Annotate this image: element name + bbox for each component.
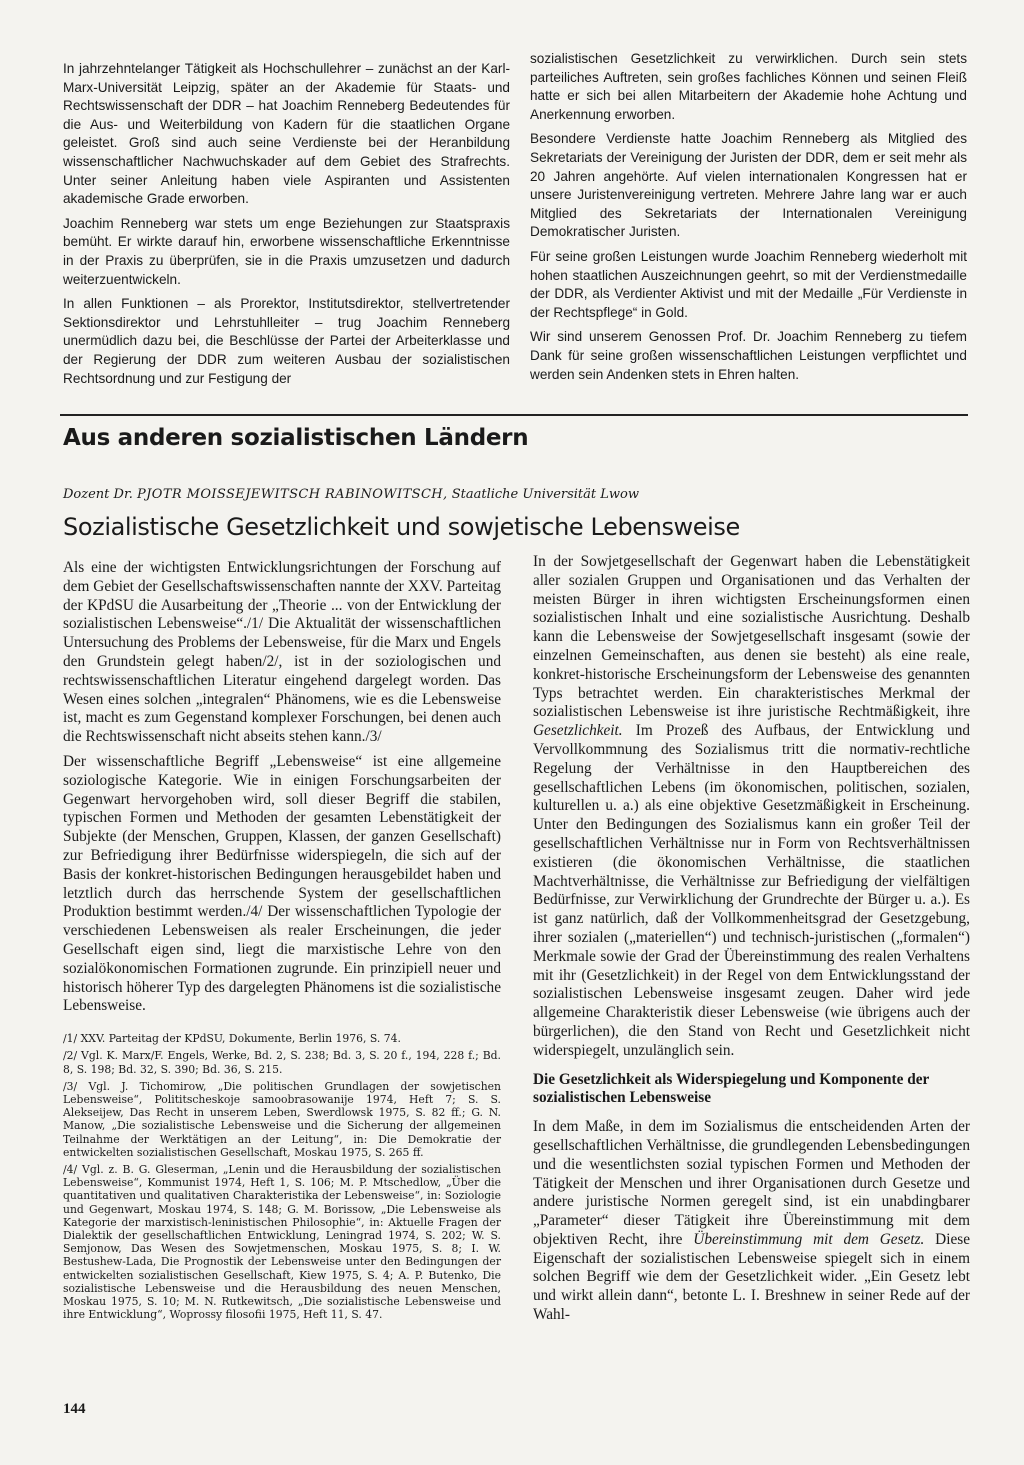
section-heading: Aus anderen sozialistischen Ländern [63, 425, 529, 451]
footnote: /1/ XXV. Parteitag der KPdSU, Dokumente, Berlin 1976, S. 74. [63, 1032, 401, 1046]
paragraph: Der wissenschaftliche Begriff „Lebensweise“ ist eine allgemeine soziologische Kategorie. Wie in einigen Forschungsarbeiten der Gegenwart hervorgehoben wird, soll dieser Begriff die stabilen, typischen Formen und Methoden der gesamten Lebenstätigkeit der Subjekte (der Menschen, Gruppen, Klassen, der ganzen Gesellschaft) zur Befriedigung ihrer Bedürfnisse widerspiegeln, die sich auf der Basis der konkret-historischen Bedingungen herausgebildet haben und letztlich durch das herrschende System der gesellschaftlichen Produktion bestimmt werden./4/ Der wissenschaftlichen Typologie der verschiedenen Lebensweisen als realer Erscheinungen, die jeder Gesellschaft eigen sind, liegt die marxistische Lehre von den sozialökonomischen Formationen zugrunde. Ein prinzipiell neuer und historisch höherer Typ des dargelegten Phänomens ist die sozialistische Lebensweise. [63, 752, 501, 1015]
paragraph: Besondere Verdienste hatte Joachim Renneberg als Mitglied des Sekretariats der Vereinigung der Juristen der DDR, dem er seit mehr als 20 Jahren angehörte. Auf vielen internationalen Kongressen hat er unsere Juristenvereinigung vertreten. Mehrere Jahre lang war er auch Mitglied des Sekretariats der Internationalen Vereinigung Demokratischer Juristen. [530, 131, 967, 240]
article-right-column [533, 553, 970, 1331]
byline-prefix: Dozent Dr. [63, 487, 133, 502]
text-run: In der Sowjetgesellschaft der Gegenwart haben die Lebenstätigkeit aller sozialen Gruppen und Organisationen und das Verhalten der meisten Bürger in ihren wichtigsten Erscheinungsformen einen sozialistischen Inhalt und eine sozialistische Ausrichtung. Deshalb kann die Lebensweise der Sowjetgesellschaft insgesamt (sowie der einzelnen Gemeinschaften, aus denen sie besteht) als eine reale, konkret-historische Erscheinungsform der Lebensweise des genannten Typs betrachtet werden. Ein charakteristisches Merkmal der sozialistischen Lebensweise ist ihre juristische Rechtmäßigkeit, ihre [533, 553, 970, 721]
text-run: In dem Maße, in dem im Sozialismus die entscheidenden Arten der gesellschaftlichen Verhältnisse, die grundlegenden Lebensbedingungen und die wesentlichsten sozial typischen Formen und Methoden der Tätigkeit der Menschen und ihrer Organisationen durch Gesetze und andere juristische Normen geregelt sind, ist ein unabdingbarer „Parameter“ dieser Tätigkeit ihre Übereinstimmung mit dem objektiven Recht, ihre [533, 1118, 970, 1248]
author-affiliation: Staatliche Universität Lwow [451, 487, 639, 502]
author-name: PJOTR MOISSEJEWITSCH RABINOWITSCH, [137, 487, 448, 502]
paragraph: Wir sind unserem Genossen Prof. Dr. Joachim Renneberg zu tiefem Dank für seine großen wissenschaftlichen Leistungen verpflichtet und werden sein Andenken stets in Ehren halten. [530, 329, 967, 382]
paragraph: Als eine der wichtigsten Entwicklungsrichtungen der Forschung auf dem Gebiet der Gesellschaftswissenschaften nannte der XXV. Parteitag der KPdSU die Ausarbeitung der „Theorie ... von der Entwicklung der sozialistischen Lebensweise“./1/ Die Aktualität der wissenschaftlichen Untersuchung des Problems der Lebensweise, für die Marx und Engels den Grundstein gelegt haben/2/, ist in der soziologischen und rechtswissenschaftlichen Literatur eingehend dargelegt worden. Das Wesen eines solchen „integralen“ Phänomens, wie es die Lebensweise ist, macht es zum Gegenstand komplexer Forschungen, bei denen auch die Rechtswissenschaft nicht abseits stehen kann./3/ [63, 559, 501, 746]
paragraph [533, 1118, 970, 1325]
top-left-column [63, 60, 510, 394]
paragraph: In jahrzehntelanger Tätigkeit als Hochschullehrer – zunächst an der Karl-Marx-Universität Leipzig, später an der Akademie für Staats- und Rechtswissenschaft der DDR – hat Joachim Renneberg Bedeutendes für die Aus- und Weiterbildung von Kadern für die staatlichen Organe geleistet. Groß sind auch seine Verdienste bei der Heranbildung wissenschaftlicher Nachwuchskader auf dem Gebiet des Strafrechts. Unter seiner Anleitung haben viele Aspiranten und Assistenten akademische Grade erworben. [63, 61, 510, 207]
text-run: Diese Eigenschaft der sozialistischen Lebensweise spiegelt sich in einem solchen Begriff wie dem der Gesetzlichkeit wider. „Ein Gesetz lebt und wirkt allein dann“, betonte L. I. Breshnew in seiner Rede auf der Wahl- [533, 1230, 971, 1324]
paragraph: Für seine großen Leistungen wurde Joachim Renneberg wiederholt mit hohen staatlichen Auszeichnungen geehrt, so mit der Verdienstmedaille der DDR, als Verdienter Aktivist und mit der Medaille „Für Verdienste in der Rechtspflege“ in Gold. [530, 248, 967, 320]
footnote: /2/ Vgl. K. Marx/F. Engels, Werke, Bd. 2, S. 238; Bd. 3, S. 20 f., 194, 228 f.; Bd. 8, S. 198; Bd. 32, S. 390; Bd. 36, S. 215. [63, 1049, 501, 1076]
article-title: Sozialistische Gesetzlichkeit und sowjetische Lebensweise [63, 513, 740, 541]
author-byline [63, 487, 963, 502]
subheading: Die Gesetzlichkeit als Widerspiegelung und Komponente der sozialistischen Lebensweise [533, 1070, 930, 1107]
page-number: 144 [63, 1401, 86, 1417]
emphasis: Übereinstimmung mit dem Gesetz. [693, 1230, 925, 1248]
section-divider [60, 414, 968, 416]
text-run: Im Prozeß des Aufbaus, der Entwicklung und Vervollkommnung des Sozialismus tritt die normativ-rechtliche Regelung der Verhältnisse in den Hauptbereichen des gesellschaftlichen Lebens (im ökonomischen, politischen, sozialen, kulturellen u. a.) als eine objektive Gesetzmäßigkeit in Erscheinung. Unter den Bedingungen des Sozialismus kann ein großer Teil der gesellschaftlichen Verhältnisse nur in Form von Rechtsverhältnissen existieren (die ökonomischen Verhältnisse, die staatlichen Machtverhältnisse, die Verhältnisse zur Befriedigung der vielfältigen Bedürfnisse, zur Verwirklichung der Grundrechte der Bürger u. a.). Es ist ganz natürlich, daß der Vollkommenheitsgrad der Gesetzgebung, ihrer sozialen („materiellen“) und technisch-juristischen („formalen“) Merkmale sowie der Grad der Übereinstimmung des realen Verhaltens mit ihr (Gesetzlichkeit) in der Regel von dem Entwicklungsstand der sozialistischen Lebensweise insgesamt zeugen. Daher wird jede allgemeine Charakteristik dieser Lebensweise (wie übrigens auch der bürgerlichen), die den Stand von Recht und Gesetzlichkeit nicht widerspiegelt, unzulänglich sein. [533, 722, 971, 1059]
footnotes [63, 1032, 501, 1321]
footnote: /4/ Vgl. z. B. G. Gleserman, „Lenin und die Herausbildung der sozialistischen Lebensweise“, Kommunist 1974, Heft 1, S. 106; M. P. Mtschedlow, „Über die quantitativen und qualitativen Charakteristika der Lebensweise“, in: Soziologie und Gegenwart, Moskau 1974, S. 148; G. M. Borissow, „Die Lebensweise als Kategorie der marxistisch-leninistischen Philosophie“, in: Aktuelle Fragen der Dialektik der gesellschaftlichen Entwicklung, Leningrad 1974, S. 202; W. S. Semjonow, Das Wesen des Sowjetmenschen, Moskau 1975, S. 8; I. W. Bestushew-Lada, Die Prognostik der Lebensweise unter den Bedingungen der entwickelten sozialistischen Gesellschaft, Kiew 1975, S. 4; A. P. Butenko, Die sozialistische Lebensweise und die Herausbildung des neuen Menschen, Moskau 1975, S. 10; M. N. Rutkewitsch, „Die sozialistische Lebensweise und ihre Entwicklung“, Woprossy filosofii 1975, Heft 11, S. 47. [63, 1162, 501, 1322]
top-right-column [530, 50, 967, 390]
paragraph: Joachim Renneberg war stets um enge Beziehungen zur Staatspraxis bemüht. Er wirkte darauf hin, erworbene wissenschaftliche Erkenntnisse in der Praxis zu überprüfen, sie in die Praxis umzusetzen und dadurch weiterzuentwickeln. [63, 215, 510, 287]
emphasis: Gesetzlichkeit. [533, 722, 623, 740]
paragraph: sozialistischen Gesetzlichkeit zu verwirklichen. Durch sein stets parteiliches Auftreten, sein großes fachliches Können und seinen Fleiß hatte er sich bei allen Mitarbeitern der Akademie hohe Achtung und Anerkennung erworben. [530, 51, 967, 122]
article-left-column [63, 559, 501, 1325]
paragraph [533, 553, 970, 1061]
footnote: /3/ Vgl. J. Tichomirow, „Die politischen Grundlagen der sowjetischen Lebensweise“, Polititscheskoje samoobrasowanije 1974, Heft 7; S. S. Alekseijew, Das Recht in unserem Leben, Swerdlowsk 1975, S. 82 ff.; G. N. Manow, „Die sozialistische Lebensweise und die Sicherung der allgemeinen Teilnahme der Werktätigen an der Leitung“, in: Die Demokratie der entwickelten sozialistischen Gesellschaft, Moskau 1975, S. 265 ff. [63, 1079, 501, 1159]
paragraph: In allen Funktionen – als Prorektor, Institutsdirektor, stellvertretender Sektionsdirektor und Lehrstuhlleiter – trug Joachim Renneberg unermüdlich dazu bei, die Beschlüsse der Partei der Arbeiterklasse und der Regierung der DDR zum weiteren Ausbau der sozialistischen Rechtsordnung und zur Festigung der [63, 296, 510, 386]
